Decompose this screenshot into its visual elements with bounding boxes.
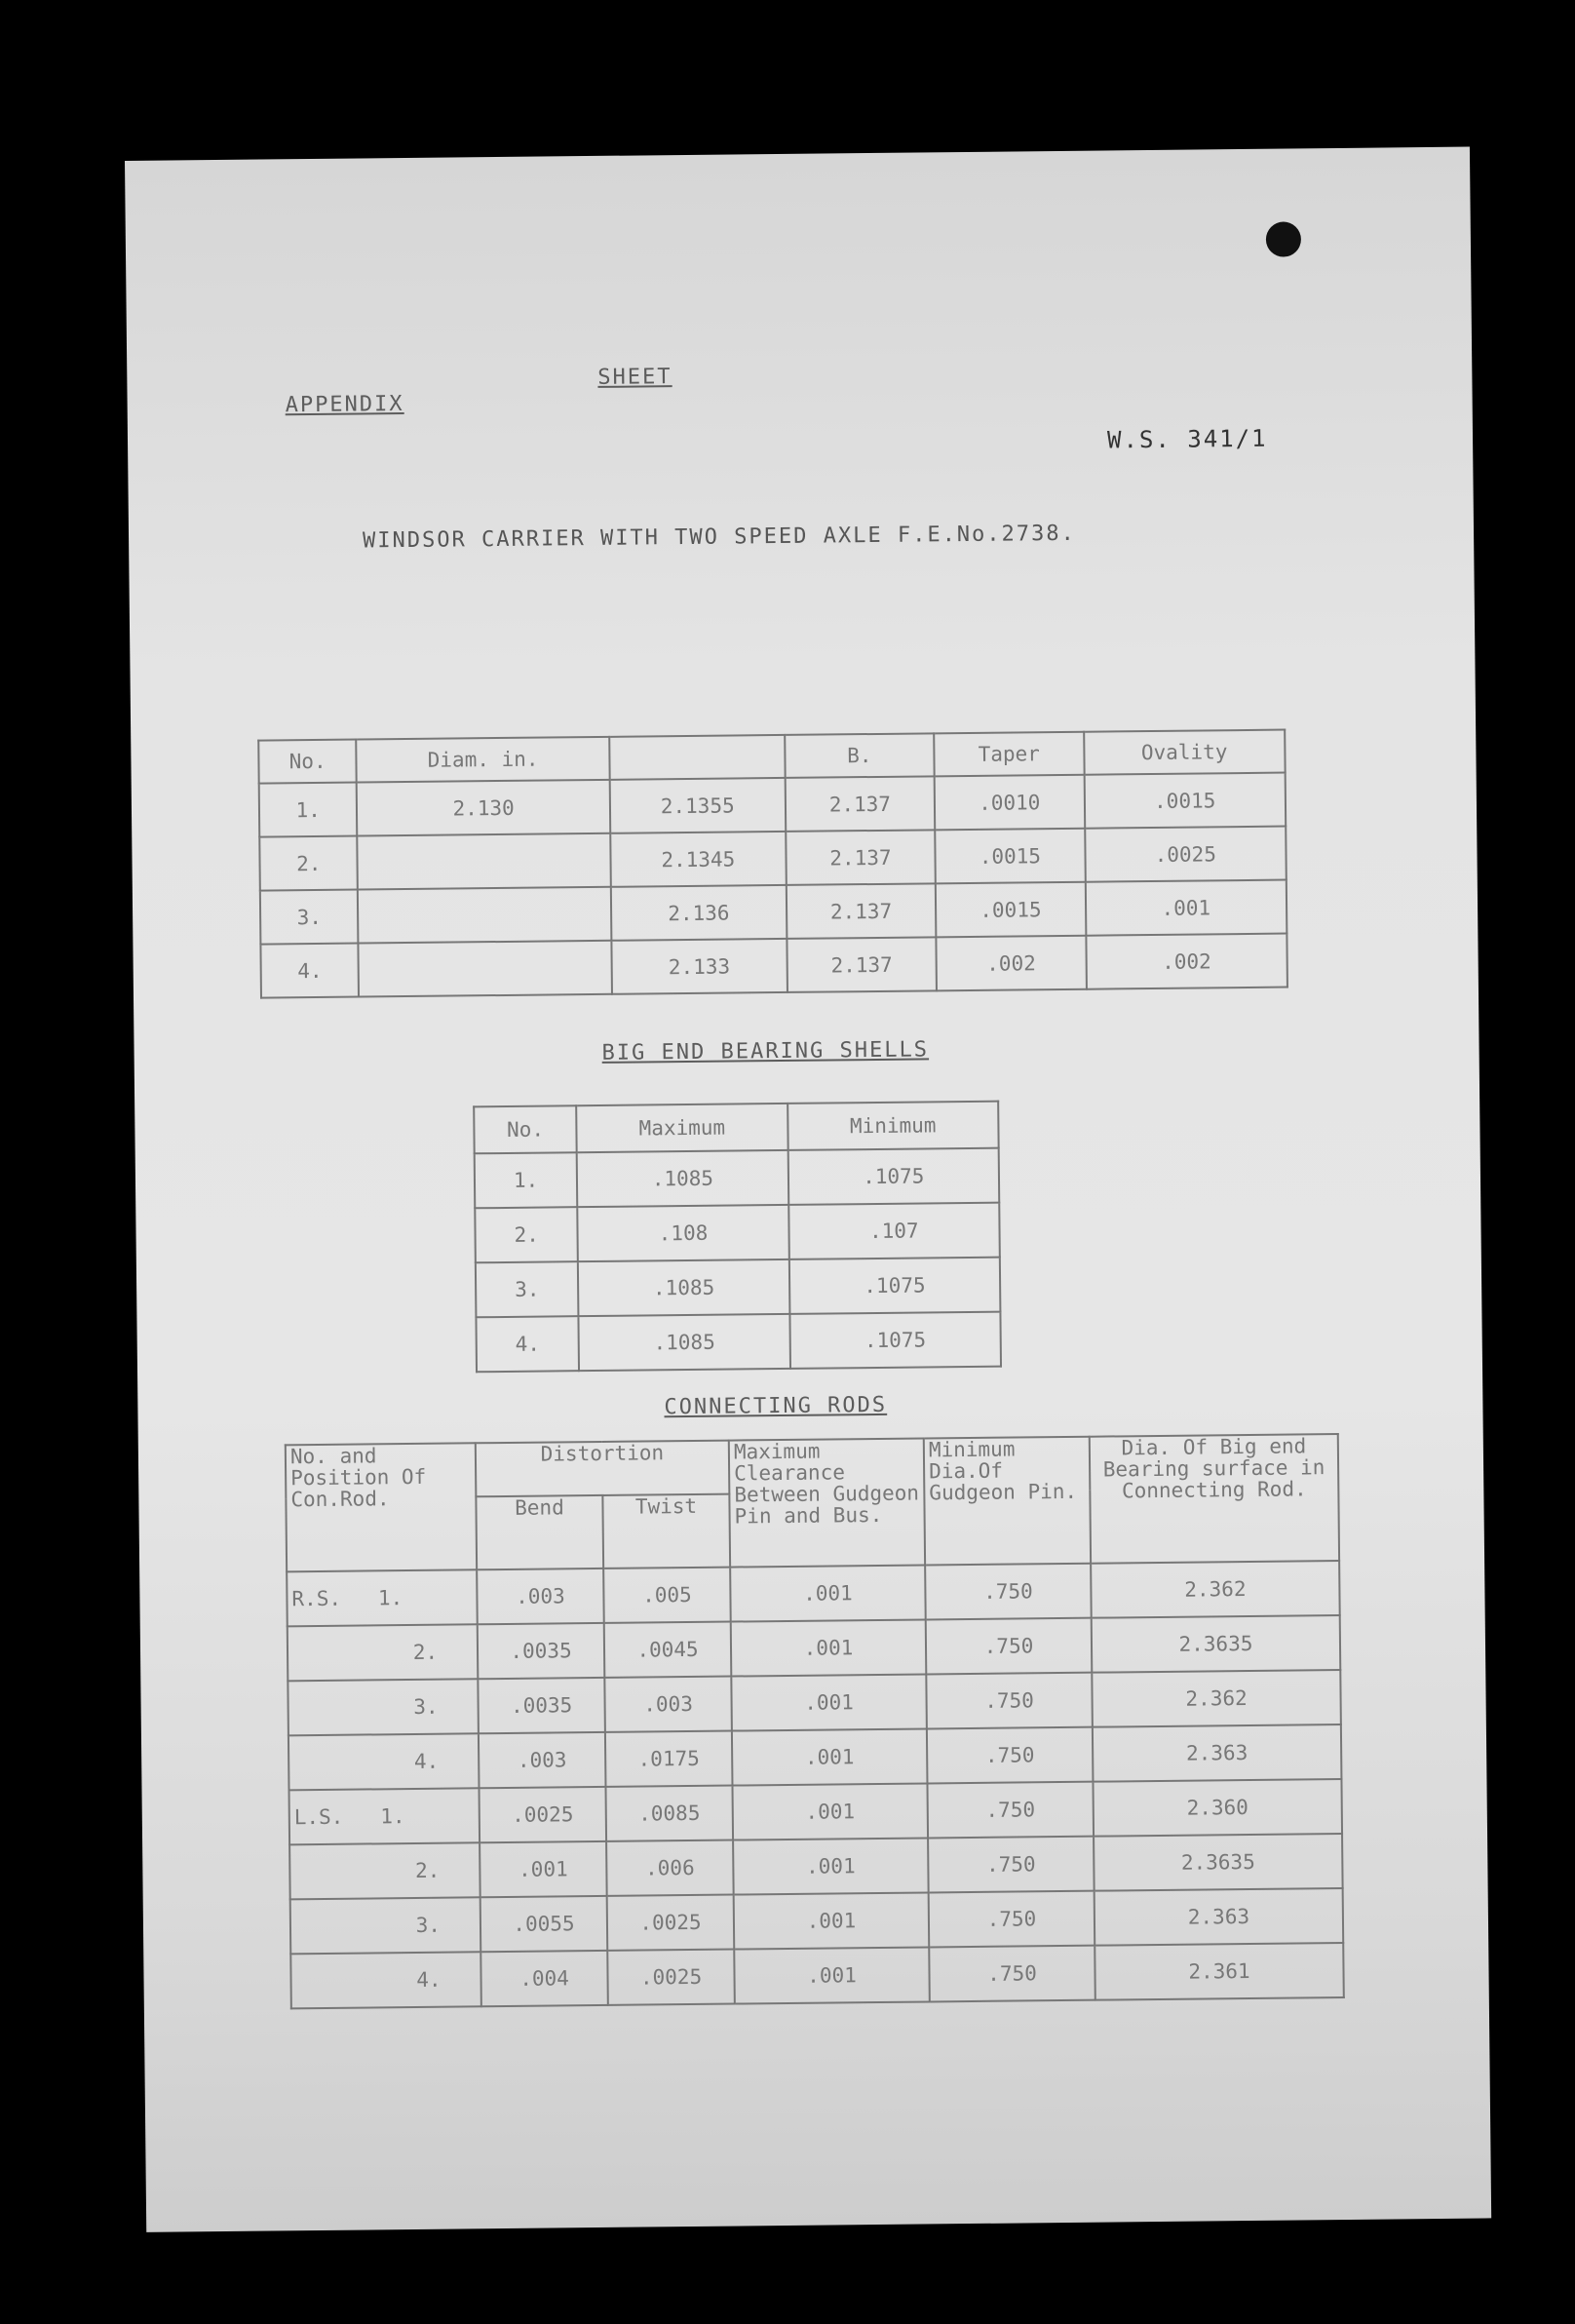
table-cell: 2.362: [1091, 1561, 1340, 1618]
table-cell: .1075: [788, 1258, 1000, 1314]
table-cell: 3.: [288, 1679, 479, 1735]
connecting-rods-heading: CONNECTING RODS: [664, 1392, 888, 1420]
table-cell: 2.3635: [1092, 1615, 1341, 1673]
table-cell: .1085: [579, 1314, 790, 1371]
table-cell: .0015: [936, 882, 1086, 938]
table-cell: 2.1355: [610, 778, 786, 833]
table-cell: .001: [1085, 880, 1287, 936]
table-cell: .1075: [788, 1148, 999, 1205]
column-header: Diam. in.: [357, 737, 610, 783]
table-row: [476, 1312, 1001, 1373]
big-end-heading: BIG END BEARING SHELLS: [601, 1037, 930, 1065]
table-cell: 3.: [290, 1897, 481, 1954]
table-row: [475, 1203, 1000, 1263]
table-cell: 3.: [476, 1261, 579, 1317]
table-cell: 2.133: [611, 939, 787, 994]
table-cell: 2.: [475, 1207, 578, 1262]
table-cell: .1075: [789, 1312, 1001, 1369]
table-cell: .750: [929, 1946, 1095, 2002]
table-cell: .003: [604, 1677, 732, 1732]
table-cell: .0015: [1084, 773, 1286, 829]
table-cell: 4.: [476, 1316, 579, 1372]
table-cell: .750: [926, 1673, 1093, 1729]
table-cell: .002: [1086, 934, 1287, 989]
table-cell: .0025: [607, 1950, 735, 2005]
column-header: Ovality: [1084, 730, 1286, 775]
table-cell: 2.136: [611, 885, 787, 941]
table-cell: .750: [928, 1837, 1095, 1893]
table-cell: .0055: [480, 1896, 608, 1952]
table-cell: .001: [731, 1674, 927, 1730]
table-cell: L.S. 1.: [289, 1788, 480, 1844]
table-cell: 2.137: [787, 883, 937, 939]
table-cell: 2.137: [787, 937, 937, 992]
table-row: [260, 934, 1287, 998]
table-cell: .750: [927, 1782, 1094, 1839]
table-cell: R.S. 1.: [287, 1569, 478, 1626]
column-header: Distortion: [476, 1441, 730, 1497]
document-reference: W.S. 341/1: [1106, 424, 1268, 454]
column-header: Taper: [934, 732, 1084, 777]
column-header: Bend: [476, 1495, 603, 1569]
column-header: B.: [785, 733, 935, 778]
table-cell: .004: [480, 1951, 608, 2006]
table-cell: .0010: [935, 775, 1085, 831]
table-cell: 2.: [259, 836, 358, 891]
table-cell: .003: [477, 1569, 604, 1624]
document-sheet: [125, 147, 1491, 2232]
table-cell: 2.130: [357, 780, 610, 836]
table-cell: .005: [603, 1568, 731, 1623]
table-cell: 1.: [475, 1152, 578, 1208]
table-cell: .0025: [607, 1895, 735, 1951]
table-cell: 2.: [288, 1624, 479, 1681]
table-cell: .750: [929, 1891, 1095, 1948]
table-cell: 2.3635: [1094, 1834, 1343, 1891]
table-cell: .750: [927, 1727, 1094, 1784]
table-cell: 4.: [288, 1733, 480, 1790]
table-cell: .002: [937, 936, 1087, 991]
table-cell: .1085: [577, 1150, 788, 1207]
table-cell: .001: [733, 1838, 929, 1894]
table-cell: .001: [480, 1841, 607, 1897]
column-header: Twist: [602, 1494, 730, 1569]
big-end-table: [473, 1101, 1002, 1374]
table-cell: 1.: [259, 783, 358, 837]
table-cell: .001: [732, 1728, 928, 1785]
table-cell: .001: [731, 1619, 927, 1676]
table-cell: .0085: [605, 1786, 733, 1841]
table-cell: 2.363: [1093, 1724, 1342, 1782]
column-header: Minimum: [788, 1102, 999, 1150]
table-cell: 2.361: [1095, 1943, 1344, 2000]
table-cell: .0035: [478, 1678, 605, 1733]
table-cell: 2.362: [1092, 1670, 1341, 1727]
column-header: [609, 735, 785, 780]
document-title: WINDSOR CARRIER WITH TWO SPEED AXLE F.E.No.2738.: [362, 521, 1076, 554]
appendix-label: APPENDIX: [285, 392, 404, 418]
pistons-table: [257, 729, 1288, 999]
table-cell: .750: [926, 1618, 1093, 1675]
table-cell: 4.: [260, 944, 359, 998]
table-cell: 2.137: [785, 776, 935, 832]
sheet-label: SHEET: [597, 365, 672, 390]
table-cell: .107: [788, 1203, 1000, 1259]
table-cell: [359, 941, 612, 997]
table-cell: .0035: [478, 1623, 605, 1679]
table-cell: .0015: [935, 829, 1085, 884]
table-cell: 2.: [289, 1842, 480, 1899]
table-cell: 2.1345: [610, 832, 786, 887]
table-cell: .108: [578, 1205, 789, 1261]
table-cell: 4.: [290, 1952, 481, 2008]
table-cell: .0025: [480, 1787, 607, 1842]
table-cell: [358, 833, 611, 890]
column-header: No. and Position Of Con.Rod.: [286, 1443, 477, 1571]
table-cell: .750: [925, 1564, 1092, 1620]
column-header: No.: [258, 740, 357, 784]
table-cell: .001: [734, 1947, 930, 2003]
table-cell: .006: [606, 1840, 734, 1896]
table-cell: .0025: [1085, 827, 1287, 882]
table-cell: .1085: [578, 1259, 789, 1316]
table-cell: .0045: [604, 1622, 732, 1678]
table-cell: .003: [479, 1732, 606, 1788]
table-cell: 3.: [260, 890, 359, 945]
table-row: [290, 1943, 1344, 2008]
table-cell: .001: [730, 1565, 926, 1621]
table-cell: [358, 887, 611, 944]
column-header: Maximum: [576, 1104, 788, 1152]
table-row: [475, 1148, 1000, 1209]
table-cell: .001: [732, 1783, 928, 1840]
connecting-rods-table: [285, 1433, 1345, 2009]
punch-hole: [1266, 221, 1301, 256]
table-cell: 2.360: [1093, 1779, 1342, 1837]
table-row: [476, 1258, 1001, 1318]
table-cell: 2.363: [1095, 1888, 1344, 1946]
column-header: No.: [474, 1105, 577, 1153]
column-header: Dia. Of Big end Bearing surface in Connecting Rod.: [1090, 1434, 1339, 1564]
table-cell: 2.137: [786, 830, 936, 885]
column-header: Maximum Clearance Between Gudgeon Pin and Bus.: [729, 1438, 925, 1567]
table-cell: .001: [734, 1892, 930, 1949]
column-header: Minimum Dia.Of Gudgeon Pin.: [924, 1437, 1091, 1566]
table-cell: .0175: [605, 1731, 733, 1787]
